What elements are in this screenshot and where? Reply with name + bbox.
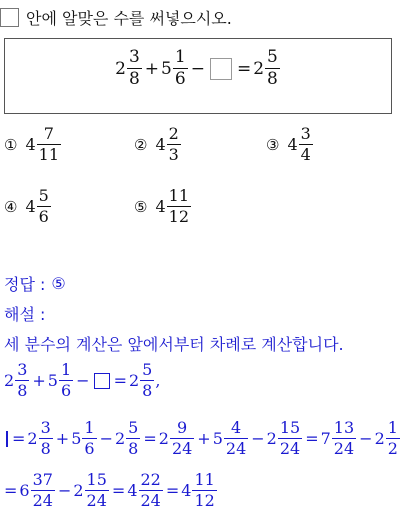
explanation-text-line (4, 332, 344, 355)
whole: 2 (115, 58, 126, 79)
fraction: $\frac{1}{6}$ (174, 47, 186, 89)
problem-box (4, 38, 392, 114)
question-text: 안에 알맞은 수를 써넣으시오. (26, 9, 232, 28)
explanation-equation-3: = 6 $\frac{37}{24}$ − 2 $\frac{15}{24}$ = 4 $\frac{22}{24}$ = 4 $\frac{11}{12}$ (4, 470, 215, 510)
option-5[interactable]: ⑤ 4 $\frac{11}{12}$ (134, 186, 189, 226)
blank-box-icon (94, 373, 110, 389)
whole: 2 (253, 58, 265, 79)
explanation-label-line (4, 302, 45, 325)
option-2[interactable]: ② 4 $\frac{2}{3}$ (134, 124, 179, 164)
explanation-equation-1: 2 $\frac{3}{8}$ + 5 $\frac{1}{6}$ − = 2 $\frac{5}{8}$ , (4, 360, 161, 400)
whole: 5 (161, 58, 172, 79)
blank-box-icon (0, 8, 19, 27)
answer-value: ⑤ (51, 274, 66, 293)
option-4[interactable]: ④ 4 $\frac{5}{6}$ (4, 186, 49, 226)
answer-blank[interactable] (210, 58, 232, 80)
blank-box-icon (6, 431, 8, 447)
option-1[interactable]: ① 4 $\frac{7}{11}$ (4, 124, 59, 164)
explanation-text: 세 분수의 계산은 앞에서부터 차례로 계산합니다. (4, 335, 344, 354)
explanation-equation-2: = 2 $\frac{3}{8}$ + 5 $\frac{1}{6}$ − 2 $\frac{5}{8}$ = 2 $\frac{9}{24}$ + 5 $\frac{4}{24}$ − 2 $\frac{15}{24}$ = 7 $\frac{13}{24}$ − 2 $\frac{1}{2}$ (4, 420, 400, 457)
answer-line (4, 272, 66, 295)
answer-label: 정답 : (4, 275, 46, 294)
option-3[interactable]: ③ 4 $\frac{3}{4}$ (266, 124, 311, 164)
fraction: $\frac{5}{8}$ (267, 47, 278, 89)
explanation-label: 해설 : (4, 305, 46, 324)
question (0, 6, 232, 29)
problem-equation: 2 $\frac{3}{8}$ + 5 $\frac{1}{6}$ − = 2 $\frac{5}{8}$ (115, 47, 278, 89)
fraction: $\frac{3}{8}$ (128, 47, 140, 89)
